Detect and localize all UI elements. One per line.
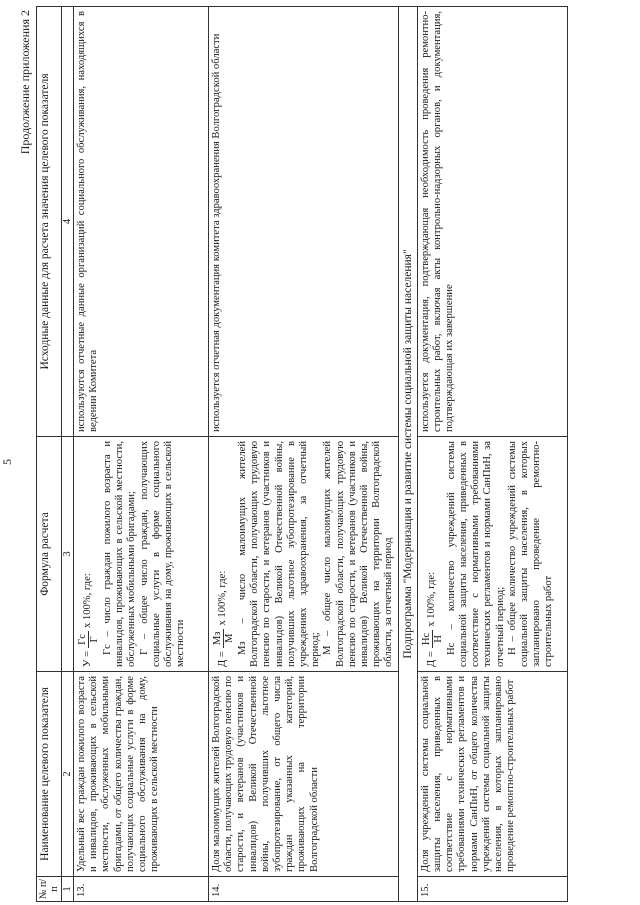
indicator-name: Удельный вес граждан пожилого возраста и инвалидов, проживающих в сельской местности, обслуженных мобильными бригадами, от общего количества граждан, получающих социальные услуги в форме социального обслуживания на дому, проживающих в сельской местности bbox=[74, 672, 209, 877]
fraction bbox=[212, 629, 235, 649]
header-formula: Формула расчета bbox=[37, 437, 62, 672]
col-number: 2 bbox=[62, 672, 74, 877]
row-number: 13. bbox=[74, 877, 209, 902]
table-row bbox=[417, 7, 567, 902]
formula-lhs: У = bbox=[82, 650, 94, 667]
formula-variable-desc: Г – общее число граждан, получающих социальные услуги в форме социального обслуживания на дому, проживающих в сельской местности bbox=[138, 441, 187, 667]
fraction-numerator: Нс bbox=[421, 630, 433, 648]
fraction-numerator: Мз bbox=[212, 629, 224, 649]
header-num: № п/п bbox=[37, 877, 62, 902]
header-name: Наименование целевого показателя bbox=[37, 672, 62, 877]
formula-variable-desc: Мз – число малоимущих жителей Волгоградской области, получающих трудовую пенсию по старости, и ветеранов (участников и инвалидов) Великой Отечественной войны, получивших льготное зубопротезирование в учреждениях здравоохранения, за отчетный период; bbox=[237, 441, 322, 667]
formula-variable-desc: Н – общее количество учреждений системы социальной защиты населения, в которых запланировано проведение ремонтно-строительных работ bbox=[506, 441, 555, 667]
fraction bbox=[77, 631, 100, 648]
indicator-name: Доля учреждений системы социальной защиты населения, приведенных в соответствие с нормативными требованиями технических регламентов и нормами СанПиН, от общего количества учреждений системы социальной защиты населения, в которых запланировано проведение ремонтно-строительных работ bbox=[417, 672, 567, 877]
page-number: 5 bbox=[0, 459, 14, 465]
formula bbox=[421, 441, 444, 667]
formula-variable-desc: Нс – количество учреждений системы социальной защиты населения, приведенных в соответствие с нормативными требованиями технических регламентов и нормами СанПиН, за отчетный период; bbox=[445, 441, 506, 667]
col-number: 1 bbox=[62, 877, 74, 902]
formula-cell bbox=[74, 437, 209, 672]
formula-cell bbox=[209, 437, 399, 672]
source-data: используется отчетная документация комитета здравоохранения Волгоградской области bbox=[209, 7, 399, 437]
fraction-denominator: Г bbox=[89, 636, 100, 643]
formula bbox=[77, 441, 100, 667]
col-number: 4 bbox=[62, 7, 74, 437]
formula-variable-desc: Гс – число граждан пожилого возраста и инвалидов, проживающих в сельской местности, обслуженных мобильными бригадами; bbox=[102, 441, 138, 667]
formula bbox=[212, 441, 235, 667]
indicators-table bbox=[36, 6, 568, 902]
formula-rhs: x 100%, где: bbox=[82, 573, 94, 629]
continuation-label: Продолжение приложения 2 bbox=[18, 10, 32, 155]
formula-lhs: Д = bbox=[217, 651, 229, 667]
fraction bbox=[421, 630, 444, 648]
fraction-numerator: Гс bbox=[77, 631, 89, 648]
formula-rhs: x 100%, где: bbox=[217, 570, 229, 626]
subprogram-heading: Подпрограмма "Модернизация и развитие системы социальной защиты населения" bbox=[398, 7, 417, 902]
source-data: используется документация, подтверждающая необходимость проведения ремонтно-строительных работ, включая акты контрольно-надзорных органов, и документация, подтверждающая их завершение bbox=[417, 7, 567, 437]
formula-lhs: Д = bbox=[426, 651, 438, 667]
row-number: 14. bbox=[209, 877, 399, 902]
column-number-row bbox=[62, 7, 74, 902]
formula-variable-desc: М – общее число малоимущих жителей Волгоградской области, получающих трудовую пенсию по старости, и ветеранов (участников и инвалидов) Великой Отечественной войны, проживающих на территории Волгоградской области, за отчетный период bbox=[322, 441, 395, 667]
subprogram-heading-row bbox=[398, 7, 417, 902]
fraction-denominator: М bbox=[224, 633, 235, 644]
fraction-denominator: Н bbox=[432, 635, 444, 643]
formula-rhs: x 100%, где: bbox=[426, 571, 438, 627]
header-row bbox=[37, 7, 62, 902]
table-row bbox=[209, 7, 399, 902]
row-number: 15. bbox=[417, 877, 567, 902]
formula-cell bbox=[417, 437, 567, 672]
source-data: используются отчетные данные организаций социального обслуживания, находящихся в ведении Комитета bbox=[74, 7, 209, 437]
indicator-name: Доля малоимущих жителей Волгоградской области, получающих трудовую пенсию по старости, и ветеранов (участников и инвалидов) Великой Отечественной войны, получивших льготное зубопротезирование, от общего числа граждан указанных категорий, проживающих на территории Волгоградской области bbox=[209, 672, 399, 877]
header-source: Исходные данные для расчета значения целевого показателя bbox=[37, 7, 62, 437]
table-row bbox=[74, 7, 209, 902]
col-number: 3 bbox=[62, 437, 74, 672]
